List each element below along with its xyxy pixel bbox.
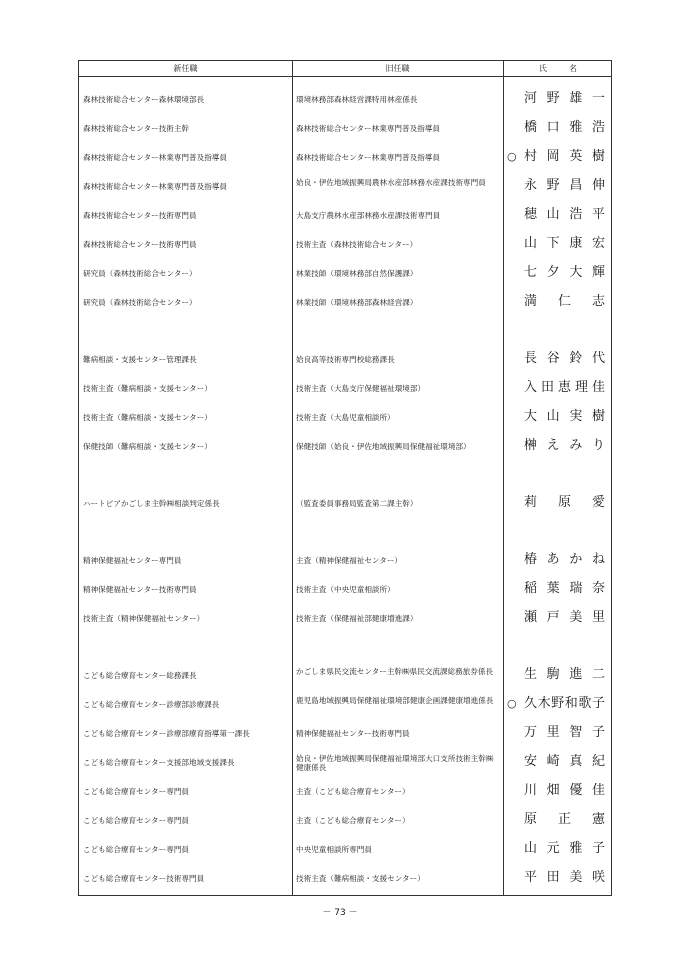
table-row xyxy=(79,749,611,778)
person-name: 生駒進二 xyxy=(524,667,605,682)
new-post-cell: 森林技術総合センター技術専門員 xyxy=(83,240,197,249)
new-post-cell: こども総合療育センター専門員 xyxy=(83,845,190,854)
old-post-cell: （監査委員事務局監査第二課主幹） xyxy=(296,499,418,508)
table-row xyxy=(79,836,611,865)
person-name: 山元雅子 xyxy=(524,841,605,856)
table-row xyxy=(79,807,611,836)
new-post-cell: こども総合療育センター技術専門員 xyxy=(83,874,205,883)
table-row xyxy=(79,375,611,404)
old-post-cell: 中央児童相談所専門員 xyxy=(296,845,372,854)
new-post-cell: 精神保健福祉センター技術専門員 xyxy=(83,585,197,594)
newcomer-mark: ○ xyxy=(507,697,517,710)
old-post-cell: 主査（こども総合療育センター） xyxy=(296,816,410,825)
old-post-cell: 技術主査（保健福祉部健康増進課） xyxy=(296,614,418,623)
table-row xyxy=(79,865,611,894)
new-post-cell: こども総合療育センター専門員 xyxy=(83,787,190,796)
table-row xyxy=(79,115,611,144)
table-row xyxy=(79,490,611,519)
person-name: 七夕大輝 xyxy=(524,265,605,280)
header-old-post: 旧任職 xyxy=(385,64,410,73)
new-post-cell: ハートピアかごしま主幹㈱相談判定係長 xyxy=(83,499,220,508)
new-post-cell: 精神保健福祉センター専門員 xyxy=(83,556,182,565)
old-post-cell: 保健技師（姶良・伊佐地域振興局保健福祉環境部） xyxy=(296,442,471,451)
header-name: 氏名 xyxy=(539,64,599,73)
old-post-cell: 技術主査（難病相談・支援センター） xyxy=(296,874,425,883)
old-post-cell: 技術主査（大島支庁保健福祉環境部） xyxy=(296,384,426,393)
new-post-cell: 技術主査（難病相談・支援センター） xyxy=(83,384,212,393)
old-post-cell: 技術主査（中央児童相談所） xyxy=(296,585,395,594)
new-post-cell: 森林技術総合センター林業専門普及指導員 xyxy=(83,182,227,191)
old-post-cell: 大島支庁農林水産部林務水産課技術専門員 xyxy=(296,211,441,220)
old-post-cell: 森林技術総合センター林業専門普及指導員 xyxy=(296,153,440,162)
new-post-cell: 研究員（森林技術総合センター） xyxy=(83,269,197,278)
new-post-cell: こども総合療育センター専門員 xyxy=(83,816,190,825)
table-row xyxy=(79,662,611,691)
person-name: 榊えみり xyxy=(524,438,605,453)
old-post-cell: 主査（こども総合療育センター） xyxy=(296,787,410,796)
table-row xyxy=(79,720,611,749)
person-name: 安崎真紀 xyxy=(524,754,605,769)
person-name: 河野雄一 xyxy=(524,91,605,106)
person-name: 久木野和歌子 xyxy=(524,696,605,711)
table-row xyxy=(79,404,611,433)
person-name: 橋口雅浩 xyxy=(524,120,605,135)
new-post-cell: 森林技術総合センター林業専門普及指導員 xyxy=(83,153,227,162)
table-row xyxy=(79,289,611,318)
old-post-cell: 環境林務部森林経営課特用林産係長 xyxy=(296,95,418,104)
new-post-cell: 森林技術総合センター技術主幹 xyxy=(83,124,190,133)
table-row xyxy=(79,547,611,576)
old-post-cell: 林業技師（環境林務部自然保護課） xyxy=(296,269,418,278)
person-name: 平田美咲 xyxy=(524,870,605,885)
person-name: 満仁志 xyxy=(524,294,605,309)
table-header xyxy=(79,61,611,77)
new-post-cell: こども総合療育センター診療部療育指導第一課長 xyxy=(83,729,250,738)
old-post-cell: 姶良・伊佐地域振興局農林水産部林務水産課技術専門員 xyxy=(296,178,486,187)
table-row xyxy=(79,231,611,260)
table-row xyxy=(79,86,611,115)
person-name: 稲葉瑞奈 xyxy=(524,581,605,596)
person-name: 入田恵理佳 xyxy=(524,380,605,395)
person-name: 穂山浩平 xyxy=(524,207,605,222)
header-new-post: 新任職 xyxy=(173,64,198,73)
person-name: 永野昌伸 xyxy=(524,178,605,193)
newcomer-mark: ○ xyxy=(507,150,517,163)
table-row xyxy=(79,346,611,375)
personnel-table xyxy=(78,60,612,896)
person-name: 川畑優佳 xyxy=(524,783,605,798)
old-post-cell: 姶良・伊佐地域振興局保健福祉環境部大口支所技術主幹㈱健康係長 xyxy=(296,754,494,772)
table-row xyxy=(79,691,611,720)
person-name: 莉原愛 xyxy=(524,495,605,510)
old-post-cell: 姶良高等技術専門校総務課長 xyxy=(296,355,395,364)
old-post-cell: 林業技師（環境林務部森林経営課） xyxy=(296,298,418,307)
old-post-cell: かごしま県民交流センター主幹㈱県民交流課総務旅券係長 xyxy=(296,667,494,676)
new-post-cell: こども総合療育センター診療部診療課長 xyxy=(83,700,220,709)
table-row xyxy=(79,144,611,173)
person-name: 万里智子 xyxy=(524,725,605,740)
old-post-cell: 技術主査（大島児童相談所） xyxy=(296,413,395,422)
table-row xyxy=(79,202,611,231)
person-name: 大山実樹 xyxy=(524,409,605,424)
new-post-cell: 技術主査（難病相談・支援センター） xyxy=(83,413,212,422)
table-row xyxy=(79,173,611,202)
new-post-cell: こども総合療育センター総務課長 xyxy=(83,671,197,680)
old-post-cell: 森林技術総合センター林業専門普及指導員 xyxy=(296,124,440,133)
person-name: 長谷鈴代 xyxy=(524,351,605,366)
old-post-cell: 主査（精神保健福祉センター） xyxy=(296,556,403,565)
new-post-cell: 研究員（森林技術総合センター） xyxy=(83,298,197,307)
person-name: 村岡英樹 xyxy=(524,149,605,164)
new-post-cell: こども総合療育センター支援部地域支援課長 xyxy=(83,758,235,767)
page-number: － 73 － xyxy=(322,908,358,918)
table-row xyxy=(79,576,611,605)
person-name: 原正憲 xyxy=(524,812,605,827)
old-post-cell: 技術主査（森林技術総合センター） xyxy=(296,240,418,249)
new-post-cell: 保健技師（難病相談・支援センター） xyxy=(83,442,212,451)
new-post-cell: 技術主査（精神保健福祉センター） xyxy=(83,614,205,623)
person-name: 椿あかね xyxy=(524,552,605,567)
new-post-cell: 難病相談・支援センター管理課長 xyxy=(83,355,197,364)
old-post-cell: 精神保健福祉センター技術専門員 xyxy=(296,729,410,738)
table-row xyxy=(79,778,611,807)
new-post-cell: 森林技術総合センター森林環境部長 xyxy=(83,95,205,104)
new-post-cell: 森林技術総合センター技術専門員 xyxy=(83,211,197,220)
old-post-cell: 鹿児島地域振興局保健福祉環境部健康企画課健康増進係長 xyxy=(296,696,494,705)
person-name: 瀬戸美里 xyxy=(524,610,605,625)
table-row xyxy=(79,605,611,634)
table-row xyxy=(79,433,611,462)
table-row xyxy=(79,260,611,289)
person-name: 山下康宏 xyxy=(524,236,605,251)
